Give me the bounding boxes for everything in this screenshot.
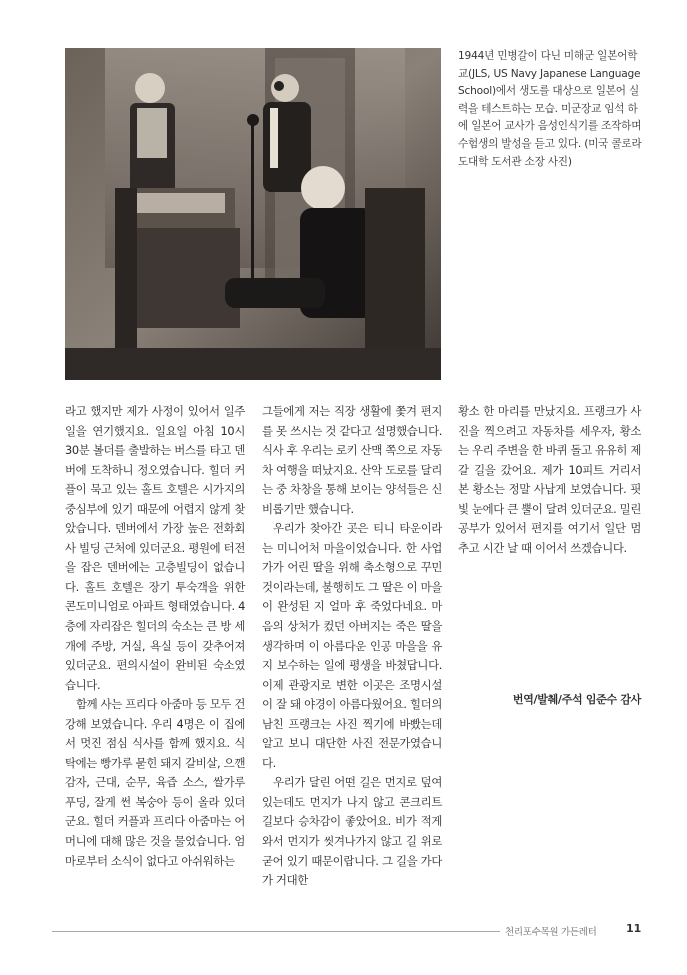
paragraph: 그들에게 저는 직장 생활에 쫓겨 편지를 못 쓰시는 것 같다고 설명했습니다. 식사 후 우리는 로키 산맥 쪽으로 자동차 여행을 떠났지요. 산악 도로를 달리는 중 차창을 통해 보이는 양석들은 신비롭기만 했습니다. xyxy=(262,404,442,516)
paragraph: 우리가 찾아간 곳은 티니 타운이라는 미니어처 마을이었습니다. 한 사업가가 어린 딸을 위해 축소형으로 꾸민 것이라는데, 불행히도 그 딸은 이 마을이 완성된 지 얼마 후 죽었다네요. 마음의 상처가 컸던 아버지는 죽은 딸을 생각하며 이 아름다운 인공 마을을 유지 보수하는 일에 평생을 바쳤답니다. 이제 관광지로 변한 이곳은 조명시설이 잘 돼 야경이 아름다웠어요. 힐더의 남친 프랭크는 사진 찍기에 바빴는데 알고 보니 대단한 사진 전문가였습니다. xyxy=(262,521,442,770)
photo-caption: 1944년 민병갈이 다닌 미해군 일본어학교(JLS, US Navy Japanese Language School)에서 생도를 대상으로 일본어 실력을 테스트하는 모습. 미군장교 임석 하에 일본어 교사가 음성인식기를 조작하며 수험생의 발성을 듣고 있다. (미국 콜로라도대학 도서관 소장 사진) xyxy=(458,50,642,168)
translator-credit: 번역/발췌/주석 임준수 감사 xyxy=(512,693,641,706)
paragraph: 우리가 달린 어떤 길은 먼지로 덮여 있는데도 먼지가 나지 않고 콘크리트 길보다 승차감이 좋았어요. 비가 적게 와서 먼지가 씻겨나가지 않고 길 위로 굳어 있기 때문이랍니다. 그 길을 가다가 거대한 xyxy=(262,775,442,888)
paragraph: 라고 했지만 제가 사정이 있어서 일주일을 연기했지요. 일요일 아침 10시 30분 볼더를 출발하는 버스를 타고 덴버에 도착하니 정오였습니다. 힐더 커플이 묵고 있는 홀트 호텔은 시가지의 중심부에 있기 때문에 어렵지 않게 찾았습니다. 덴버에서 가장 높은 전화회사 빌딩 근처에 있더군요. 평원에 터전을 잡은 덴버에는 고층빌딩이 없습니다. 홀트 호텔은 장기 투숙객을 위한 콘도미니엄로 아파트 형태였습니다. 4층에 자리잡은 힐더의 숙소는 큰 방 세 개에 주방, 거실, 욕실 등이 갖추어져 있더군요. 편의시설이 완비된 숙소였습니다. xyxy=(65,404,245,692)
paragraph: 함께 사는 프리다 아줌마 등 모두 건강해 보였습니다. 우리 4명은 이 집에서 멋진 점심 식사를 함께 했지요. 식탁에는 빵가루 묻힌 돼지 갈비살, 으깬 감자, 근대, 순무, 육즙 소스, 쌀가루 푸딩, 잘게 썬 복숭아 등이 올라 있더군요. 힐더 커플과 프리다 아줌마는 어머니에 대해 많은 것을 물었습니다. 엄마로부터 소식이 없다고 아쉬워하는 xyxy=(65,697,245,868)
body-column-3 xyxy=(458,402,641,558)
body-column-2 xyxy=(262,402,442,891)
footer-divider xyxy=(52,931,500,932)
photo-illustration xyxy=(65,48,441,380)
archival-photo xyxy=(65,48,441,380)
paragraph: 황소 한 마리를 만났지요. 프랭크가 사진을 찍으려고 자동차를 세우자, 황소는 우리 주변을 한 바퀴 돌고 유유히 제 갈 길을 갔어요. 제가 10피트 거리서 본 황소는 정말 사납게 보였습니다. 핏빛 눈에다 큰 뿔이 달려 있더군요. 밀린 공부가 있어서 편지를 여기서 일단 멈추고 시간 날 때 이어서 쓰겠습니다. xyxy=(458,404,641,555)
body-column-1 xyxy=(65,402,245,871)
footer-publication: 천리포수목원 가든레터 xyxy=(505,927,597,938)
page-number: 11 xyxy=(626,922,642,935)
